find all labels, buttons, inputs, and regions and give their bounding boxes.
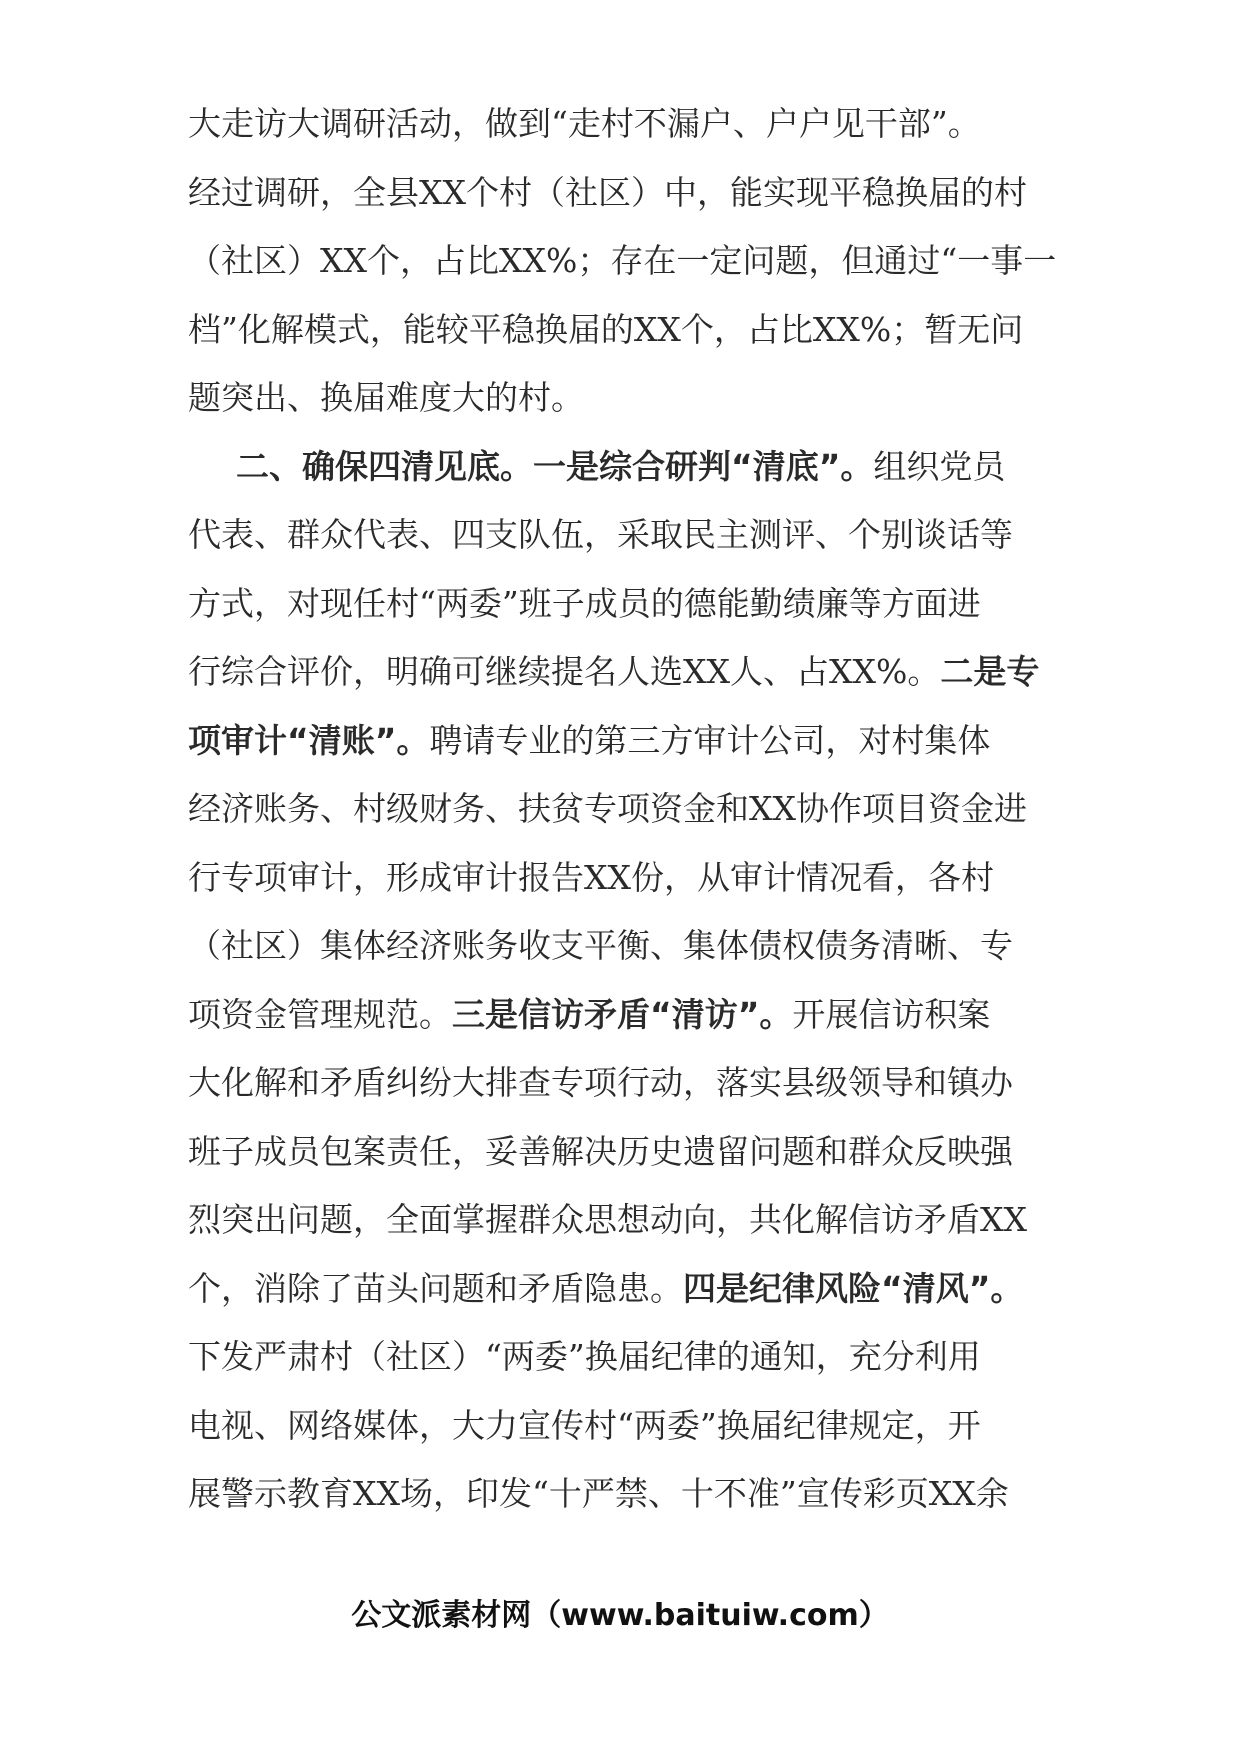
text-line: 行专项审计，形成审计报告XX份，从审计情况看，各村 xyxy=(188,857,994,897)
text-line: 大走访大调研活动，做到“走村不漏户、户户见干部”。 xyxy=(188,104,981,143)
subheading: 四是纪律风险“清风”。 xyxy=(683,1268,1024,1308)
text-line xyxy=(188,1255,1058,1324)
text-span: 项资金管理规范。 xyxy=(188,994,452,1034)
text-line: 展警示教育XX场，印发“十严禁、十不准”宣传彩页XX余 xyxy=(188,1474,1009,1513)
text-line: 大化解和矛盾纠纷大排查专项行动，落实县级领导和镇办 xyxy=(188,1063,1013,1102)
text-line: （社区）XX个，占比XX%；存在一定问题，但通过“一事一 xyxy=(188,241,1057,280)
text-line: （社区）集体经济账务收支平衡、集体债权债务清晰、专 xyxy=(188,926,1013,965)
text-line xyxy=(188,981,1058,1050)
text-span: 组织党员 xyxy=(873,446,1006,486)
text-line: 经济账务、村级财务、扶贫专项资金和XX协作项目资金进 xyxy=(188,789,1027,828)
text-line: 代表、群众代表、四支队伍，采取民主测评、个别谈话等 xyxy=(188,515,1013,554)
text-line xyxy=(188,707,1058,776)
document-body xyxy=(188,90,1058,1529)
subheading: 三是信访矛盾“清访”。 xyxy=(452,994,793,1034)
text-line: 档”化解模式，能较平稳换届的XX个，占比XX%；暂无问 xyxy=(188,309,1024,349)
footer-watermark: 公文派素材网（www.baituiw.com） xyxy=(351,1598,889,1633)
text-line: 电视、网络媒体，大力宣传村“两委”换届纪律规定，开 xyxy=(188,1405,981,1445)
text-line: 题突出、换届难度大的村。 xyxy=(188,378,584,417)
text-span: 个，消除了苗头问题和矛盾隐患。 xyxy=(188,1268,683,1308)
text-span: 开展信访积案 xyxy=(792,994,991,1034)
section-heading-line xyxy=(188,433,1058,502)
text-span: 聘请专业的第三方审计公司，对村集体 xyxy=(429,720,991,760)
text-line: 下发严肃村（社区）“两委”换届纪律的通知，充分利用 xyxy=(188,1337,981,1376)
text-line: 班子成员包案责任，妥善解决历史遗留问题和群众反映强 xyxy=(188,1131,1013,1171)
text-line: 经过调研，全县XX个村（社区）中，能实现平稳换届的村 xyxy=(188,172,1027,212)
subheading: 项审计“清账”。 xyxy=(188,720,430,760)
text-span: 行综合评价，明确可继续提名人选XX人、占XX%。 xyxy=(188,652,941,691)
text-line xyxy=(188,638,1058,707)
section-heading: 二、确保四清见底。一是综合研判“清底”。 xyxy=(236,446,874,486)
subheading: 二是专 xyxy=(940,652,1040,691)
text-line: 烈突出问题，全面掌握群众思想动向，共化解信访矛盾XX xyxy=(188,1200,1027,1239)
text-line: 方式，对现任村“两委”班子成员的德能勤绩廉等方面进 xyxy=(188,583,981,623)
